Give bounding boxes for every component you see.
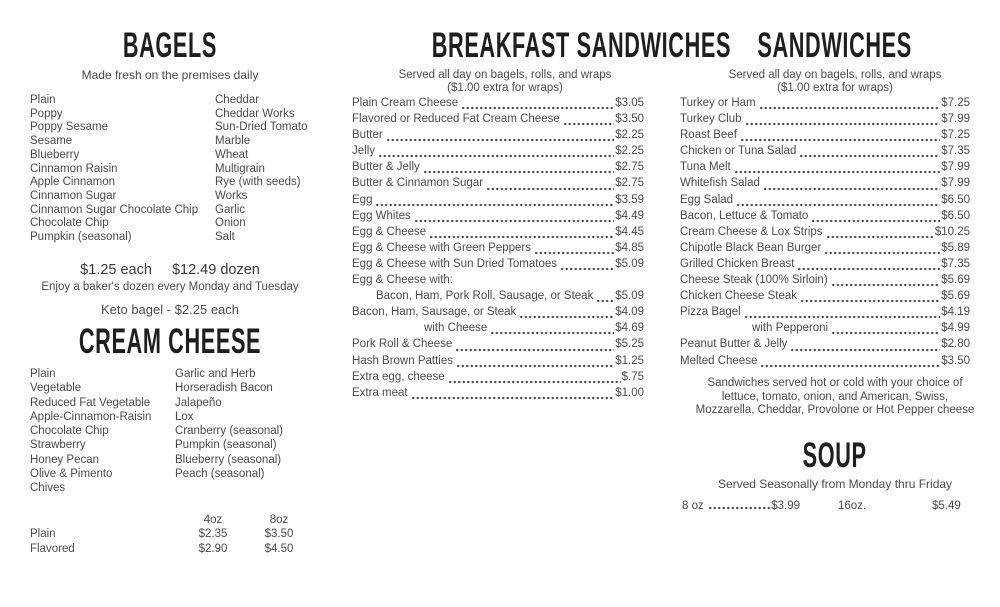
list-item: Pumpkin (seasonal) [175,439,277,452]
list-item: Multigrain [215,162,265,175]
list-item: Peach (seasonal) [175,468,265,481]
menu-item-name: Flavored or Reduced Fat Cream Cheese [352,113,560,126]
menu-item-price: $6.50 [941,193,970,206]
list-item: lettuce, tomato, onion, and American, Swiss, [721,390,949,403]
menu-item-price: $4.99 [941,322,970,335]
list-item: Blueberry [30,148,80,161]
sandwiches-title-text: SANDWICHES [757,26,913,65]
menu-item-name: Egg Salad [680,193,734,206]
dotted-leader [744,315,940,319]
list-item: Sesame [30,135,73,148]
dotted-leader [736,203,940,207]
soup-title [670,438,1000,473]
menu-item-name: Butter & Cinnamon Sugar [352,177,484,190]
list-item: Strawberry [30,439,86,452]
menu-item-price: $1.25 [615,354,644,367]
sandwiches-note [670,377,1000,418]
bagels-keto-line: Keto bagel - $2.25 each [100,302,240,317]
dotted-leader [596,299,614,303]
breakfast-sandwiches-list [352,97,644,403]
dotted-leader [378,154,614,158]
menu-item-price: $2.25 [615,129,644,142]
dotted-leader [414,219,614,223]
menu-item-row [680,177,970,193]
menu-item-row [680,226,970,242]
cream-cheese-title-text: CREAM CHEESE [78,322,262,361]
soup-size-16oz-price: $5.49 [932,500,961,512]
dotted-leader [456,364,614,368]
menu-item-price: $2.25 [615,145,644,158]
menu-item-price: $1.00 [615,386,644,399]
list-item: Poppy [30,107,63,120]
menu-item-name: Melted Cheese [680,354,758,367]
list-item: Apple Cinnamon [30,176,116,189]
menu-item-name: Cheese Steak (100% Sirloin) [680,274,828,287]
menu-item-price: $5.25 [615,338,644,351]
menu-item-price: $7.99 [941,113,970,126]
list-item: Pumpkin (seasonal) [30,231,132,244]
dotted-leader [831,331,940,335]
list-item: Reduced Fat Vegetable [30,396,151,409]
menu-item-price: $2.80 [941,338,970,351]
list-item: Jalapeño [175,396,222,409]
dotted-leader [790,348,940,352]
soup-size-8oz [682,500,800,512]
menu-item-name: Turkey or Ham [680,97,756,109]
list-item: Vegetable [30,382,82,395]
dotted-leader [519,315,614,319]
menu-item-name: Egg & Cheese [352,225,427,238]
menu-item-price: $7.35 [941,257,970,270]
bagels-column [0,0,340,607]
dotted-leader [423,170,614,174]
menu-item-row [352,194,644,210]
menu-item-name: Grilled Chicken Breast [680,257,795,270]
menu-item-name: Turkey Club [680,113,742,126]
list-item: Cinnamon Raisin [30,162,118,175]
menu-item-row [352,290,644,306]
cc-table-row-label: Plain [30,528,56,541]
dotted-leader [763,187,940,191]
menu-item-name: Butter [352,129,383,142]
list-item: Garlic [215,203,246,216]
list-item: Cinnamon Sugar [30,189,117,202]
menu-item-name: Whitefish Salad [680,177,760,190]
dotted-leader [760,364,940,368]
cream-cheese-flavor-list-col1 [30,367,151,496]
list-item: Chocolate Chip [30,425,109,438]
soup-title-text: SOUP [802,436,867,475]
bagels-title-text: BAGELS [122,26,218,65]
menu-item-price: $3.59 [615,193,644,206]
menu-item-price: $6.50 [941,209,970,222]
menu-item-row [680,113,970,129]
menu-item-price: $4.85 [615,241,644,254]
menu-item-row [680,210,970,226]
menu-item-row [352,97,644,113]
list-item: Works [215,189,248,202]
list-item: Honey Pecan [30,453,100,466]
dotted-leader [534,251,614,255]
menu-item-price: $5.69 [941,290,970,303]
dotted-leader [745,122,941,126]
sandwiches-title [670,28,1000,63]
bagels-title [0,28,340,63]
dotted-leader [386,138,615,142]
menu-item-row [352,306,644,322]
menu-item-price: $2.75 [615,161,644,174]
dotted-leader [560,267,614,271]
menu-item-name: Chicken or Tuna Salad [680,145,797,158]
menu-item-price: $4.19 [941,306,970,319]
list-item: Lox [175,410,194,423]
menu-item-price: $10.25 [934,225,970,238]
list-item: Sandwiches served hot or cold with your choice of [707,377,963,389]
subtitle-line-1: Served all day on bagels, rolls, and wraps [398,69,612,81]
menu-item-name: Extra meat [352,386,408,399]
list-item: Poppy Sesame [30,121,108,134]
sandwiches-subtitle [670,69,1000,95]
list-item: Onion [215,217,246,230]
menu-item-price: $7.99 [941,177,970,190]
dotted-leader [375,203,614,207]
dotted-leader [824,251,940,255]
soup-price-line [670,500,1000,516]
bagels-price-dozen: $12.49 dozen [171,262,260,278]
dotted-leader [411,396,615,400]
list-item: Plain [30,368,56,380]
list-item: Cheddar Works [215,107,295,120]
subtitle-line-2: ($1.00 extra for wraps) [447,82,563,94]
breakfast-sandwiches-title [340,26,732,65]
soup-size-16oz-label: 16oz. [838,500,867,512]
menu-item-row [352,177,644,193]
menu-item-price: $5.89 [941,241,970,254]
menu-item-name: Butter & Jelly [352,161,420,174]
cc-table-cell: $3.50 [264,528,294,541]
menu-item-price: $5.69 [941,274,970,287]
menu-item-name: Roast Beef [680,129,737,142]
list-item: Chocolate Chip [30,217,109,230]
menu-item-price: $7.25 [941,129,970,142]
menu-item-name: Jelly [352,145,376,158]
menu-item-row [352,113,644,129]
menu-item-row [680,290,970,306]
menu-item-name: with Cheese [424,322,488,335]
menu-item-row [352,129,644,145]
menu-item-name: Chicken Cheese Steak [680,290,797,303]
menu-item-row [352,161,644,177]
bagels-subtitle: Made fresh on the premises daily [81,68,259,82]
list-item: Rye (with seeds) [215,176,301,189]
list-item: Apple-Cinnamon-Raisin [30,410,152,423]
menu-item-name: Chipotle Black Bean Burger [680,241,822,254]
bagels-price-each: $1.25 each [80,262,152,278]
menu-item-row [680,274,970,290]
breakfast-sandwiches-title-text: BREAKFAST SANDWICHES [431,26,732,65]
menu-item-row [352,338,644,354]
menu-item-name: with Pepperoni [752,322,829,335]
menu-item-price: $2.75 [615,177,644,190]
cream-cheese-title [0,324,340,359]
menu-item-row [680,194,970,210]
menu-item-row [352,226,644,242]
soup-subtitle: Served Seasonally from Monday thru Friday [717,477,953,491]
subtitle-line-2: ($1.00 extra for wraps) [777,82,893,94]
menu-item-row [352,258,644,274]
menu-item-row [680,306,970,322]
menu-item-row [352,322,644,338]
list-item: Chives [30,482,66,495]
breakfast-sandwiches-subtitle [340,69,670,95]
dotted-leader [490,331,614,335]
list-item: Olive & Pimento [30,468,113,481]
cc-table-cell: $2.35 [198,528,228,541]
menu-item-name: Pizza Bagel [680,306,741,319]
dotted-leader [826,235,934,239]
menu-item-price: $4.09 [615,306,644,319]
dotted-leader [429,235,614,239]
menu-item-row [352,274,644,290]
menu-item-price: $5.09 [615,290,644,303]
menu-item-row [680,322,970,338]
menu-item-name: Bacon, Lettuce & Tomato [680,209,809,222]
menu-item-name: Extra egg, cheese [352,370,445,383]
list-item: Cheddar [215,94,260,106]
dotted-leader [759,106,941,110]
menu-item-name: Cream Cheese & Lox Strips [680,225,823,238]
list-item: Cinnamon Sugar Chocolate Chip [30,203,199,216]
menu-item-row [680,258,970,274]
list-item: Blueberry (seasonal) [175,453,282,466]
menu-item-price: $5.09 [615,257,644,270]
sandwiches-column [670,0,1000,607]
menu-item-price: $7.35 [941,145,970,158]
cc-table-cell: $2.90 [198,542,228,555]
menu-item-row [680,145,970,161]
menu-item-row [680,242,970,258]
menu-item-row [352,355,644,371]
list-item: Mozzarella, Cheddar, Provolone or Hot Pepper cheese [695,404,975,416]
menu-item-row [352,145,644,161]
menu-item-name: Bacon, Ham, Sausage, or Steak [352,306,517,319]
menu-item-row [352,371,644,387]
dotted-leader [563,122,614,126]
menu-item-price: $4.69 [615,322,644,335]
list-item: Sun-Dried Tomato [215,121,308,134]
list-item: Plain [30,94,56,106]
cc-table-corner [30,513,180,527]
menu-item-name: Bacon, Ham, Pork Roll, Sausage, or Steak [376,290,594,303]
menu-item-price: $.75 [621,370,644,383]
cc-table-header-8oz: 8oz [269,514,289,526]
dotted-leader [486,187,614,191]
dotted-leader [708,506,771,510]
bagels-flavor-list-col2 [215,94,307,245]
menu-item-price: $3.50 [615,113,644,126]
dotted-leader [740,138,940,142]
menu-item-row [680,97,970,113]
list-item: Cranberry (seasonal) [175,425,284,438]
menu-item-name: Tuna Melt [680,161,731,174]
menu-item-price: $3.05 [615,97,644,109]
dotted-leader [448,380,621,384]
menu-item-price: $3.50 [941,354,970,367]
menu-item-name: Hash Brown Patties [352,354,453,367]
list-item: Salt [215,231,235,244]
dotted-leader [811,219,940,223]
cc-table-cell: $4.50 [264,542,294,555]
cream-cheese-flavor-list-col2 [175,367,283,481]
menu-item-row [680,338,970,354]
soup-size-price: $3.99 [771,500,800,512]
menu-item-row [680,355,970,371]
list-item: Wheat [215,148,249,161]
menu-item-row [680,161,970,177]
list-item: Garlic and Herb [175,368,256,380]
list-item: Horseradish Bacon [175,382,273,395]
bagels-promo: Enjoy a baker's dozen every Monday and Tuesday [41,281,299,293]
sandwiches-list [680,97,970,371]
dotted-leader [734,170,941,174]
bagels-flavor-list-col1 [30,94,198,245]
menu-item-price: $4.49 [615,209,644,222]
subtitle-line-1: Served all day on bagels, rolls, and wraps [728,69,942,81]
bagels-price-line [0,262,340,278]
menu-item-name: Egg [352,193,373,206]
menu-item-name: Egg & Cheese with: [352,274,454,287]
menu-item-row [352,242,644,258]
dotted-leader [799,154,940,158]
menu-item-name: Pork Roll & Cheese [352,338,453,351]
menu-item-name: Peanut Butter & Jelly [680,338,788,351]
cream-cheese-price-table [30,513,312,556]
dotted-leader [455,348,614,352]
dotted-leader [831,283,941,287]
menu-item-row [352,210,644,226]
cc-table-row-label: Flavored [30,542,75,555]
dotted-leader [461,106,614,110]
menu-item-row [352,387,644,403]
soup-size-label: 8 oz [682,500,704,512]
menu-item-price: $4.45 [615,225,644,238]
menu-item-name: Egg & Cheese with Sun Dried Tomatoes [352,257,557,270]
menu-item-price: $7.25 [941,97,970,109]
menu-item-price: $7.99 [941,161,970,174]
menu-item-row [680,129,970,145]
list-item: Marble [215,135,251,148]
cc-table-header-4oz: 4oz [203,514,223,526]
dotted-leader [797,267,940,271]
menu-item-name: Egg & Cheese with Green Peppers [352,241,531,254]
menu-item-name: Egg Whites [352,209,411,222]
dotted-leader [800,299,940,303]
menu-item-name: Plain Cream Cheese [352,97,459,109]
